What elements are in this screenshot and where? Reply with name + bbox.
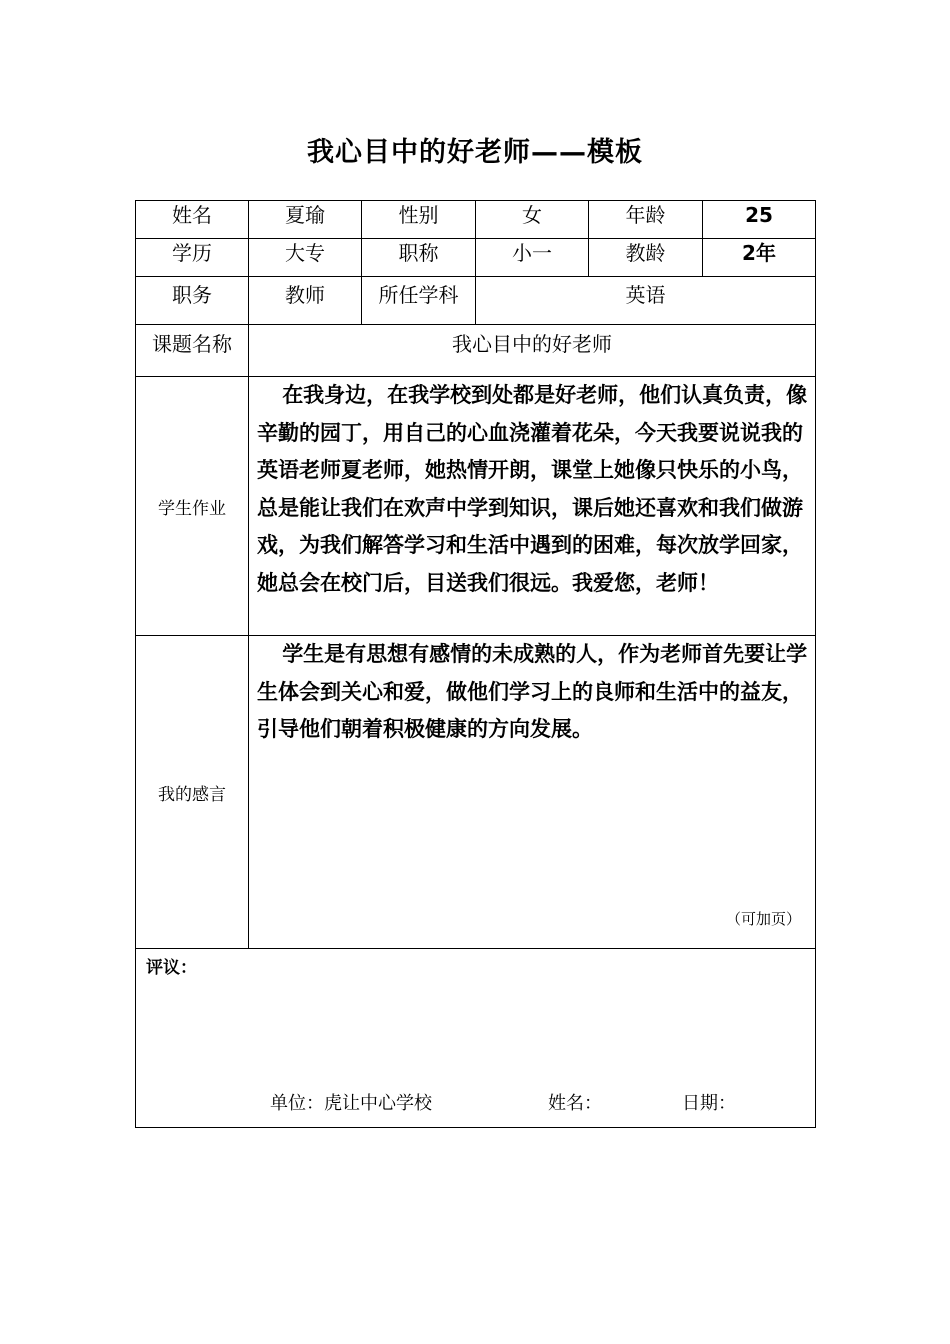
gender-label: 性别 <box>362 201 476 239</box>
table-row <box>136 325 816 377</box>
table-row <box>136 949 816 1128</box>
student-work-text: 在我身边，在我学校到处都是好老师，他们认真负责，像辛勤的园丁，用自己的心血浇灌着花朵，今天我要说说我的英语老师夏老师，她热情开朗，课堂上她像只快乐的小鸟，总是能让我们在欢声中学到知识，课后她还喜欢和我们做游戏，为我们解答学习和生活中遇到的困难，每次放学回家，她总会在校门后，目送我们很远。我爱您，老师！ <box>257 383 808 595</box>
age-value: 25 <box>703 201 816 239</box>
table-row <box>136 201 816 239</box>
teaching-years-label: 教龄 <box>589 239 703 277</box>
education-label: 学历 <box>136 239 249 277</box>
name-label: 姓名 <box>136 201 249 239</box>
info-form-table <box>135 200 816 1128</box>
signer-name-field: 姓名： <box>548 1093 602 1114</box>
topic-label: 课题名称 <box>136 325 249 377</box>
table-row <box>136 636 816 949</box>
title-rank-value: 小一 <box>476 239 589 277</box>
student-work-label: 学生作业 <box>136 377 249 636</box>
document-title: 我心目中的好老师——模板 <box>307 137 643 168</box>
table-row <box>136 377 816 636</box>
gender-value: 女 <box>476 201 589 239</box>
subject-value: 英语 <box>476 277 816 325</box>
reflection-text: 学生是有思想有感情的未成熟的人，作为老师首先要让学生体会到关心和爱，做他们学习上的良师和生活中的益友，引导他们朝着积极健康的方向发展。 <box>257 642 808 741</box>
reflection-label: 我的感言 <box>136 636 249 949</box>
review-label: 评议： <box>146 958 197 978</box>
name-value: 夏瑜 <box>249 201 362 239</box>
table-row <box>136 239 816 277</box>
review-section <box>136 949 816 1128</box>
education-value: 大专 <box>249 239 362 277</box>
add-page-note: （可加页） <box>725 909 801 928</box>
topic-value: 我心目中的好老师 <box>249 325 816 377</box>
table-row <box>136 277 816 325</box>
reflection-content <box>249 636 816 949</box>
position-label: 职务 <box>136 277 249 325</box>
position-value: 教师 <box>249 277 362 325</box>
teaching-years-value: 2年 <box>703 239 816 277</box>
title-rank-label: 职称 <box>362 239 476 277</box>
subject-label: 所任学科 <box>362 277 476 325</box>
date-field: 日期： <box>682 1093 736 1114</box>
age-label: 年龄 <box>589 201 703 239</box>
unit-field: 单位：虎让中心学校 <box>270 1093 432 1114</box>
student-work-content <box>249 377 816 636</box>
